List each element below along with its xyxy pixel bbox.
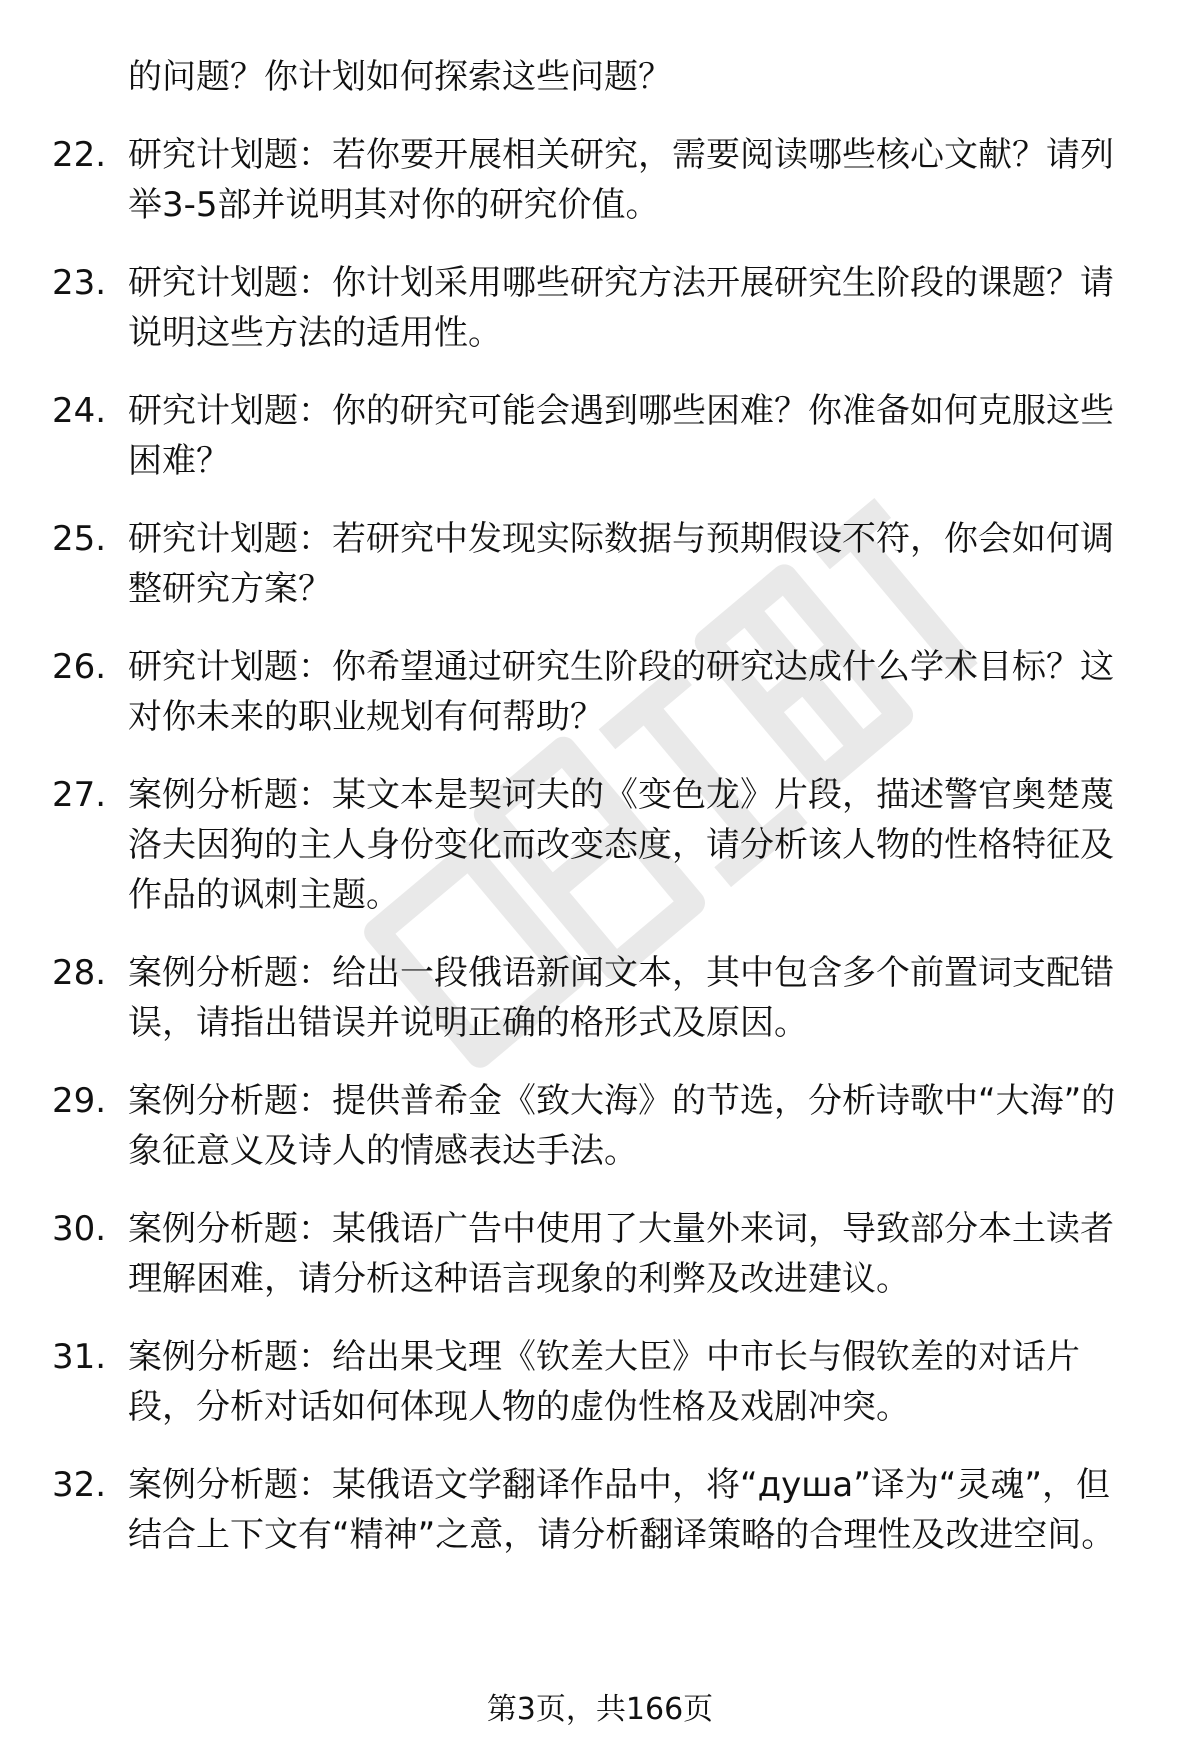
- question-number: 23.: [52, 263, 107, 303]
- question-item: [0, 1204, 1200, 1304]
- question-item: [0, 642, 1200, 742]
- question-item: [0, 514, 1200, 614]
- question-text: 案例分析题：某俄语广告中使用了大量外来词，导致部分本土读者理解困难，请分析这种语言现象的利弊及改进建议。: [128, 1209, 1114, 1299]
- question-number: 29.: [52, 1081, 107, 1121]
- question-text: 案例分析题：给出果戈理《钦差大臣》中市长与假钦差的对话片段，分析对话如何体现人物的虚伪性格及戏剧冲突。: [128, 1337, 1080, 1427]
- question-item: [0, 386, 1200, 486]
- question-text: 研究计划题：若研究中发现实际数据与预期假设不符，你会如何调整研究方案？: [128, 519, 1114, 609]
- question-text: 案例分析题：某文本是契诃夫的《变色龙》片段，描述警官奥楚蔑洛夫因狗的主人身份变化而改变态度，请分析该人物的性格特征及作品的讽刺主题。: [128, 775, 1114, 915]
- question-item: [0, 1460, 1200, 1560]
- question-text: 案例分析题：提供普希金《致大海》的节选，分析诗歌中“大海”的象征意义及诗人的情感表达手法。: [128, 1081, 1116, 1171]
- question-item: [0, 130, 1200, 230]
- question-number: 28.: [52, 953, 107, 993]
- question-item: [0, 1076, 1200, 1176]
- question-item: [0, 1332, 1200, 1432]
- question-number: 31.: [52, 1337, 107, 1377]
- question-text: 案例分析题：给出一段俄语新闻文本，其中包含多个前置词支配错误，请指出错误并说明正确的格形式及原因。: [128, 953, 1114, 1043]
- question-text: 研究计划题：你计划采用哪些研究方法开展研究生阶段的课题？请说明这些方法的适用性。: [128, 263, 1114, 353]
- question-list: [0, 52, 1200, 1560]
- question-number: 25.: [52, 519, 107, 559]
- question-number: 26.: [52, 647, 107, 687]
- question-number: 27.: [52, 775, 107, 815]
- question-item: [0, 258, 1200, 358]
- question-text: 案例分析题：某俄语文学翻译作品中，将“душа”译为“灵魂”，但结合上下文有“精神”之意，请分析翻译策略的合理性及改进空间。: [128, 1465, 1116, 1555]
- continuation-text: 的问题？你计划如何探索这些问题？: [128, 57, 672, 97]
- question-item: [0, 948, 1200, 1048]
- question-number: 22.: [52, 135, 107, 175]
- question-item: [0, 770, 1200, 920]
- page-footer: 第3页，共166页: [486, 1692, 714, 1727]
- question-number: 24.: [52, 391, 107, 431]
- question-number: 30.: [52, 1209, 107, 1249]
- question-number: 32.: [52, 1465, 107, 1505]
- question-text: 研究计划题：你希望通过研究生阶段的研究达成什么学术目标？这对你未来的职业规划有何帮助？: [128, 647, 1114, 737]
- question-text: 研究计划题：你的研究可能会遇到哪些困难？你准备如何克服这些困难？: [128, 391, 1114, 481]
- question-text: 研究计划题：若你要开展相关研究，需要阅读哪些核心文献？请列举3-5部并说明其对你的研究价值。: [128, 135, 1114, 225]
